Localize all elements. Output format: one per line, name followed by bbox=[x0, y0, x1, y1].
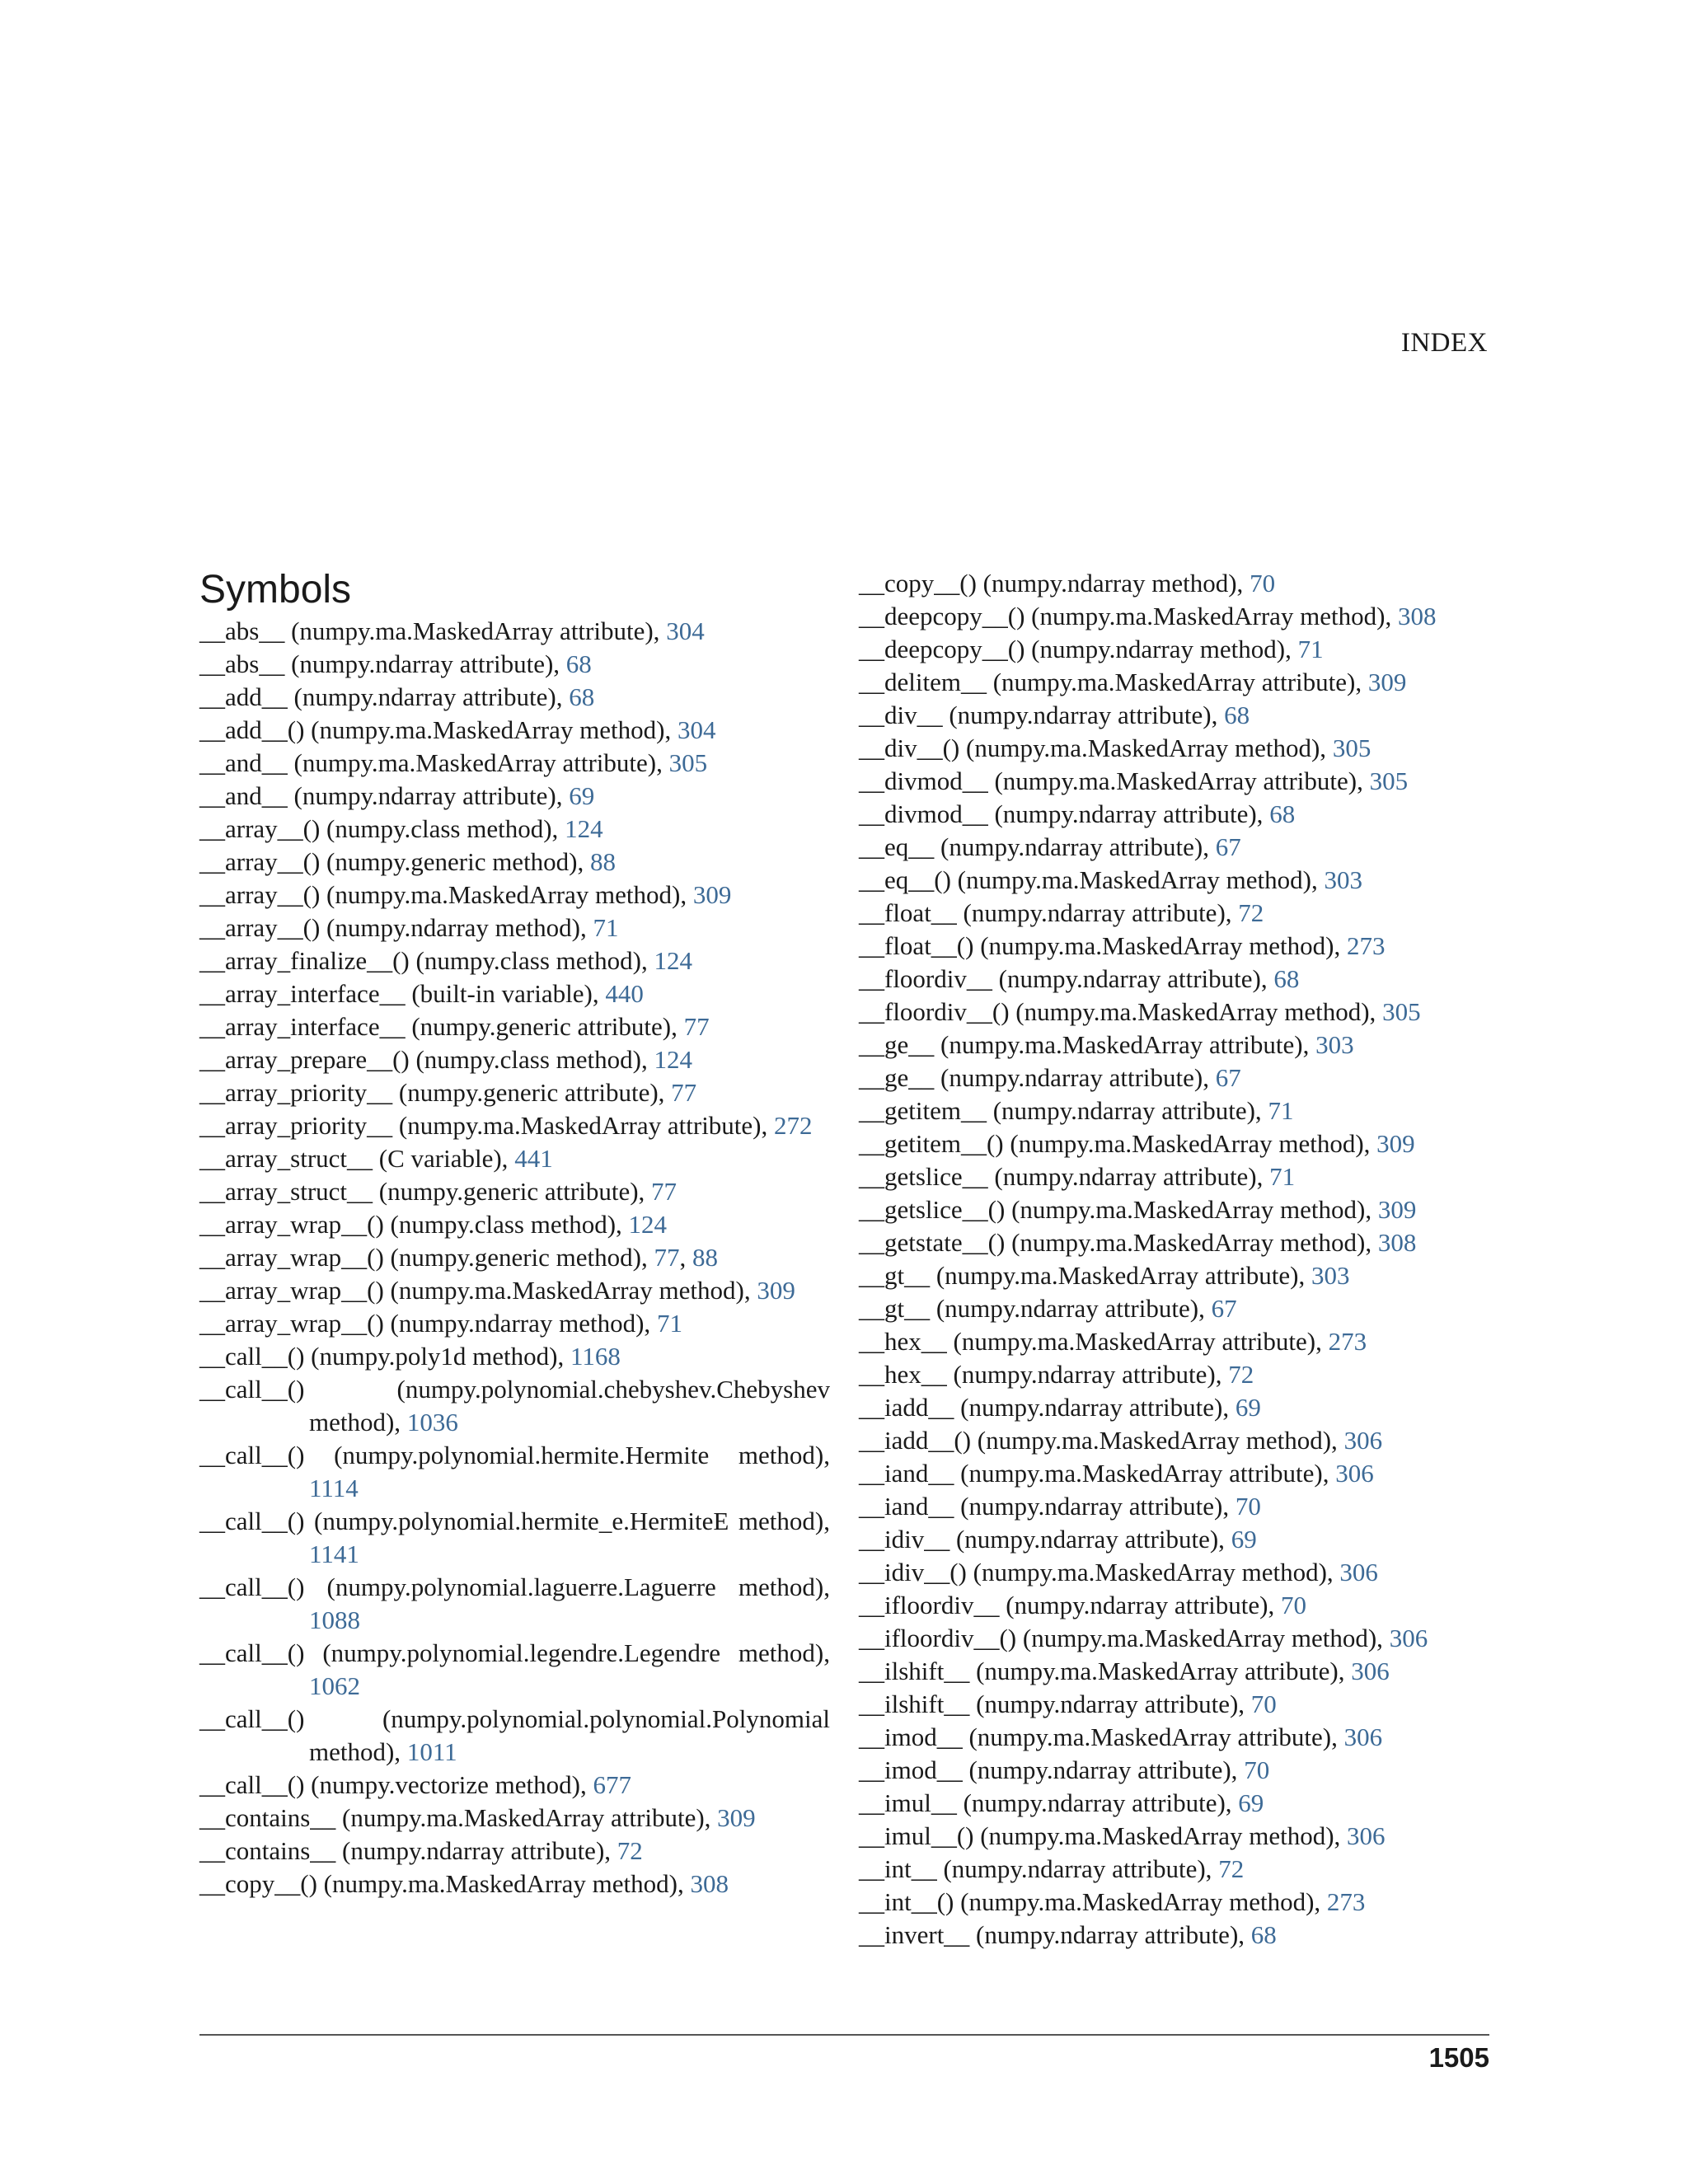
index-entry bbox=[199, 1274, 830, 1307]
index-entry bbox=[199, 977, 830, 1010]
page-reference-link[interactable]: 67 bbox=[1215, 832, 1241, 861]
index-entry bbox=[199, 846, 830, 879]
index-entry bbox=[199, 912, 830, 944]
index-entry bbox=[859, 1655, 1489, 1688]
page-reference-link[interactable]: 70 bbox=[1235, 1492, 1261, 1521]
index-term: __ifloordiv__ (numpy.ndarray attribute), bbox=[859, 1591, 1281, 1619]
page-reference-link[interactable]: 441 bbox=[514, 1144, 553, 1173]
page-reference-link[interactable]: 305 bbox=[668, 748, 708, 777]
page-reference-link[interactable]: 273 bbox=[1347, 931, 1386, 960]
page-reference-link[interactable]: 273 bbox=[1328, 1327, 1367, 1356]
page-reference-link[interactable]: 67 bbox=[1215, 1063, 1241, 1092]
index-entry bbox=[199, 1076, 830, 1109]
index-entry bbox=[859, 864, 1489, 897]
page-reference-link[interactable]: 69 bbox=[1238, 1788, 1264, 1817]
page-reference-link[interactable]: 677 bbox=[593, 1770, 631, 1799]
page-reference-link[interactable]: 124 bbox=[654, 1045, 692, 1074]
index-term: __and__ (numpy.ndarray attribute), bbox=[199, 781, 570, 810]
page-reference-link[interactable]: 70 bbox=[1280, 1591, 1306, 1619]
index-term: __float__() (numpy.ma.MaskedArray method), bbox=[859, 931, 1347, 960]
index-entry bbox=[859, 1556, 1489, 1589]
page-reference-link[interactable]: 309 bbox=[692, 880, 732, 909]
page-reference-link[interactable]: 304 bbox=[677, 715, 716, 744]
page-reference-link[interactable]: 309 bbox=[757, 1276, 795, 1305]
index-term: __hex__ (numpy.ma.MaskedArray attribute), bbox=[859, 1327, 1329, 1356]
index-entry bbox=[859, 1853, 1489, 1886]
page-reference-link[interactable]: 306 bbox=[1347, 1821, 1386, 1850]
index-term: __div__() (numpy.ma.MaskedArray method), bbox=[859, 733, 1333, 762]
index-entry bbox=[859, 567, 1489, 600]
page-reference-link[interactable]: 306 bbox=[1351, 1657, 1390, 1685]
index-term: __array_struct__ (C variable), bbox=[199, 1144, 515, 1173]
index-entry bbox=[199, 1109, 830, 1142]
index-entry bbox=[859, 1226, 1489, 1259]
index-term: __add__() (numpy.ma.MaskedArray method), bbox=[199, 715, 678, 744]
index-entry bbox=[859, 1490, 1489, 1523]
index-entry bbox=[859, 1787, 1489, 1820]
index-entry bbox=[199, 1010, 830, 1043]
index-entry bbox=[859, 600, 1489, 633]
index-term: __abs__ (numpy.ma.MaskedArray attribute), bbox=[199, 616, 667, 645]
page-reference-link[interactable]: 1036 bbox=[406, 1408, 458, 1436]
page-reference-link[interactable]: 1141 bbox=[309, 1540, 359, 1568]
index-entry bbox=[859, 1259, 1489, 1292]
running-header: INDEX bbox=[1400, 328, 1488, 358]
index-entry bbox=[859, 1391, 1489, 1424]
index-term: __int__ (numpy.ndarray attribute), bbox=[859, 1854, 1219, 1883]
index-term: __invert__ (numpy.ndarray attribute), bbox=[859, 1920, 1251, 1949]
page-reference-link[interactable]: 308 bbox=[1397, 602, 1437, 630]
index-term: __add__ (numpy.ndarray attribute), bbox=[199, 682, 570, 711]
page-reference-link[interactable]: 440 bbox=[605, 979, 644, 1008]
index-entry bbox=[199, 813, 830, 846]
index-entry bbox=[859, 1062, 1489, 1094]
index-term: __ge__ (numpy.ndarray attribute), bbox=[859, 1063, 1216, 1092]
index-entry bbox=[859, 1029, 1489, 1062]
index-entry bbox=[859, 1292, 1489, 1325]
index-entry bbox=[859, 1622, 1489, 1655]
index-entry bbox=[199, 1703, 830, 1769]
index-term: __call__() (numpy.polynomial.hermite_e.HermiteE method), bbox=[199, 1507, 830, 1535]
index-entry-list-right bbox=[859, 567, 1489, 1952]
index-term: __deepcopy__() (numpy.ndarray method), bbox=[859, 635, 1298, 663]
page-reference-link[interactable]: 77 bbox=[651, 1177, 678, 1206]
index-term: __div__ (numpy.ndarray attribute), bbox=[859, 701, 1225, 729]
index-entry bbox=[859, 1919, 1489, 1952]
page-reference-link[interactable]: 303 bbox=[1311, 1261, 1350, 1290]
index-entry bbox=[859, 1424, 1489, 1457]
index-entry bbox=[859, 633, 1489, 666]
page-reference-link[interactable]: 77 bbox=[654, 1243, 680, 1272]
page-reference-link[interactable]: 72 bbox=[1228, 1360, 1254, 1389]
index-entry bbox=[199, 714, 830, 747]
index-entry bbox=[199, 1571, 830, 1637]
index-entry bbox=[199, 944, 830, 977]
index-term: __getslice__ (numpy.ndarray attribute), bbox=[859, 1162, 1270, 1191]
page-reference-link[interactable]: 306 bbox=[1389, 1624, 1428, 1652]
index-entry bbox=[199, 1307, 830, 1340]
index-term: __gt__ (numpy.ndarray attribute), bbox=[859, 1294, 1212, 1323]
page-reference-link[interactable]: 77 bbox=[671, 1078, 697, 1107]
page-reference-link[interactable]: 71 bbox=[1269, 1162, 1296, 1191]
index-term: __ilshift__ (numpy.ndarray attribute), bbox=[859, 1690, 1251, 1718]
index-entry bbox=[859, 732, 1489, 765]
page-reference-link[interactable]: 77 bbox=[683, 1012, 710, 1041]
page-reference-link[interactable]: 67 bbox=[1211, 1294, 1237, 1323]
page-reference-link[interactable]: 309 bbox=[717, 1803, 756, 1832]
index-entry bbox=[859, 1754, 1489, 1787]
index-term: __call__() (numpy.vectorize method), bbox=[199, 1770, 593, 1799]
page-reference-link[interactable]: 69 bbox=[1235, 1393, 1261, 1422]
page-reference-link[interactable]: 308 bbox=[1377, 1228, 1417, 1257]
page-reference-link[interactable]: 70 bbox=[1244, 1755, 1270, 1784]
index-term: __gt__ (numpy.ma.MaskedArray attribute), bbox=[859, 1261, 1311, 1290]
page-reference-link[interactable]: 71 bbox=[1297, 635, 1324, 663]
page-reference-link[interactable]: 306 bbox=[1339, 1558, 1378, 1586]
index-entry bbox=[199, 681, 830, 714]
index-entry bbox=[199, 1142, 830, 1175]
page-reference-link[interactable]: 305 bbox=[1332, 733, 1372, 762]
page-reference-link[interactable]: 69 bbox=[569, 781, 595, 810]
index-term: __ge__ (numpy.ma.MaskedArray attribute), bbox=[859, 1030, 1316, 1059]
page-number: 1505 bbox=[1428, 2042, 1489, 2073]
index-term: __array_priority__ (numpy.ma.MaskedArray attribute), bbox=[199, 1111, 775, 1140]
index-term: __call__() (numpy.polynomial.chebyshev.Chebyshev method), bbox=[199, 1375, 830, 1436]
index-term: __contains__ (numpy.ndarray attribute), bbox=[199, 1836, 617, 1865]
index-term: __float__ (numpy.ndarray attribute), bbox=[859, 898, 1239, 927]
index-term: __hex__ (numpy.ndarray attribute), bbox=[859, 1360, 1229, 1389]
page-reference-link[interactable]: 305 bbox=[1369, 766, 1409, 795]
index-entry bbox=[859, 963, 1489, 996]
page-reference-link[interactable]: 70 bbox=[1250, 569, 1276, 598]
index-entry bbox=[199, 1637, 830, 1703]
index-term: __getitem__() (numpy.ma.MaskedArray method), bbox=[859, 1129, 1377, 1158]
page-reference-link[interactable]: 72 bbox=[617, 1836, 643, 1865]
index-term: __array_finalize__() (numpy.class method), bbox=[199, 946, 654, 975]
index-term: __imod__ (numpy.ndarray attribute), bbox=[859, 1755, 1245, 1784]
index-entry bbox=[199, 615, 830, 648]
index-entry bbox=[859, 1886, 1489, 1919]
index-entry bbox=[859, 1160, 1489, 1193]
index-term: __abs__ (numpy.ndarray attribute), bbox=[199, 649, 566, 678]
index-term: __array_priority__ (numpy.generic attribute), bbox=[199, 1078, 672, 1107]
page-reference-link[interactable]: 68 bbox=[1224, 701, 1250, 729]
index-term: __call__() (numpy.poly1d method), bbox=[199, 1342, 570, 1371]
index-entry bbox=[199, 1373, 830, 1439]
index-term: __delitem__ (numpy.ma.MaskedArray attribute), bbox=[859, 668, 1368, 696]
index-entry bbox=[199, 1802, 830, 1835]
index-entry bbox=[859, 831, 1489, 864]
index-term: __array__() (numpy.class method), bbox=[199, 814, 565, 843]
index-entry bbox=[199, 1439, 830, 1505]
index-term: __copy__() (numpy.ma.MaskedArray method), bbox=[199, 1869, 691, 1898]
page-reference-link[interactable]: 304 bbox=[666, 616, 705, 645]
index-term: __copy__() (numpy.ndarray method), bbox=[859, 569, 1250, 598]
index-term: __deepcopy__() (numpy.ma.MaskedArray method), bbox=[859, 602, 1398, 630]
index-term: __iand__ (numpy.ma.MaskedArray attribute), bbox=[859, 1459, 1336, 1488]
index-term: __ilshift__ (numpy.ma.MaskedArray attribute), bbox=[859, 1657, 1352, 1685]
index-entry bbox=[859, 1358, 1489, 1391]
index-term: __call__() (numpy.polynomial.legendre.Legendre method), bbox=[199, 1638, 830, 1667]
page-reference-link[interactable]: 306 bbox=[1335, 1459, 1374, 1488]
index-term: __array__() (numpy.ma.MaskedArray method), bbox=[199, 880, 693, 909]
page-reference-link[interactable]: 71 bbox=[1268, 1096, 1294, 1125]
index-entry bbox=[199, 1835, 830, 1868]
page-reference-link[interactable]: 68 bbox=[1269, 799, 1296, 828]
index-entry bbox=[859, 666, 1489, 699]
index-term: __array__() (numpy.ndarray method), bbox=[199, 913, 593, 942]
index-entry bbox=[859, 1721, 1489, 1754]
index-entry bbox=[859, 1589, 1489, 1622]
index-entry bbox=[199, 747, 830, 780]
index-entry bbox=[859, 930, 1489, 963]
index-entry-list-left bbox=[199, 615, 830, 1900]
index-term: __array_struct__ (numpy.generic attribute), bbox=[199, 1177, 652, 1206]
page-reference-link[interactable]: 1088 bbox=[309, 1605, 360, 1634]
index-column-right bbox=[859, 567, 1489, 1952]
index-term: __divmod__ (numpy.ma.MaskedArray attribute), bbox=[859, 766, 1370, 795]
index-entry bbox=[859, 699, 1489, 732]
index-entry bbox=[859, 798, 1489, 831]
index-entry bbox=[859, 1688, 1489, 1721]
page-reference-link[interactable]: 68 bbox=[1273, 964, 1300, 993]
index-term: __array_interface__ (built-in variable), bbox=[199, 979, 606, 1008]
page-reference-link[interactable]: 68 bbox=[1250, 1920, 1277, 1949]
page-reference-link[interactable]: 72 bbox=[1218, 1854, 1245, 1883]
page-reference-link[interactable]: 71 bbox=[656, 1309, 682, 1338]
index-term: __divmod__ (numpy.ndarray attribute), bbox=[859, 799, 1270, 828]
page-reference-link[interactable]: 1062 bbox=[309, 1671, 360, 1700]
page-reference-link[interactable]: 1011 bbox=[406, 1737, 457, 1766]
index-column-left bbox=[199, 567, 830, 1900]
index-entry bbox=[199, 1241, 830, 1274]
page-reference-link[interactable]: 69 bbox=[1231, 1525, 1257, 1554]
page-reference-link[interactable]: 88 bbox=[692, 1243, 718, 1272]
page-reference-link[interactable]: 272 bbox=[774, 1111, 813, 1140]
index-term: __array_prepare__() (numpy.class method), bbox=[199, 1045, 654, 1074]
index-term: __array_wrap__() (numpy.ma.MaskedArray method), bbox=[199, 1276, 757, 1305]
index-term: __array__() (numpy.generic method), bbox=[199, 847, 591, 876]
page-reference-link[interactable]: 308 bbox=[690, 1869, 729, 1898]
index-term: __int__() (numpy.ma.MaskedArray method), bbox=[859, 1887, 1327, 1916]
index-entry bbox=[859, 1193, 1489, 1226]
index-entry bbox=[199, 879, 830, 912]
page-reference-link[interactable]: 309 bbox=[1376, 1129, 1415, 1158]
index-term: __floordiv__() (numpy.ma.MaskedArray method), bbox=[859, 997, 1383, 1026]
page-separator: , bbox=[679, 1243, 692, 1272]
index-entry bbox=[859, 1523, 1489, 1556]
page-reference-link[interactable]: 88 bbox=[590, 847, 617, 876]
index-term: __ifloordiv__() (numpy.ma.MaskedArray method), bbox=[859, 1624, 1390, 1652]
index-term: __getstate__() (numpy.ma.MaskedArray method), bbox=[859, 1228, 1378, 1257]
page-reference-link[interactable]: 306 bbox=[1343, 1722, 1383, 1751]
index-term: __array_interface__ (numpy.generic attribute), bbox=[199, 1012, 684, 1041]
index-entry bbox=[859, 1457, 1489, 1490]
section-heading: Symbols bbox=[199, 568, 352, 612]
index-term: __call__() (numpy.polynomial.laguerre.Laguerre method), bbox=[199, 1572, 830, 1601]
page-reference-link[interactable]: 1114 bbox=[309, 1474, 359, 1502]
index-term: __getslice__() (numpy.ma.MaskedArray method), bbox=[859, 1195, 1378, 1224]
index-term: __array_wrap__() (numpy.generic method), bbox=[199, 1243, 654, 1272]
index-entry bbox=[199, 648, 830, 681]
index-entry bbox=[859, 1094, 1489, 1127]
index-term: __iadd__() (numpy.ma.MaskedArray method), bbox=[859, 1426, 1344, 1455]
index-entry bbox=[199, 1505, 830, 1571]
index-term: __array_wrap__() (numpy.ndarray method), bbox=[199, 1309, 657, 1338]
index-term: __imod__ (numpy.ma.MaskedArray attribute), bbox=[859, 1722, 1344, 1751]
index-term: __idiv__ (numpy.ndarray attribute), bbox=[859, 1525, 1231, 1554]
index-term: __contains__ (numpy.ma.MaskedArray attribute), bbox=[199, 1803, 718, 1832]
index-term: __iadd__ (numpy.ndarray attribute), bbox=[859, 1393, 1236, 1422]
page-reference-link[interactable]: 68 bbox=[569, 682, 595, 711]
index-term: __call__() (numpy.polynomial.hermite.Hermite method), bbox=[199, 1441, 830, 1469]
index-term: __imul__ (numpy.ndarray attribute), bbox=[859, 1788, 1239, 1817]
page-reference-link[interactable]: 305 bbox=[1382, 997, 1421, 1026]
page-reference-link[interactable]: 124 bbox=[628, 1210, 668, 1239]
index-entry bbox=[199, 1043, 830, 1076]
page-reference-link[interactable]: 303 bbox=[1324, 865, 1362, 894]
index-term: __getitem__ (numpy.ndarray attribute), bbox=[859, 1096, 1268, 1125]
page-reference-link[interactable]: 70 bbox=[1250, 1690, 1277, 1718]
index-entry bbox=[859, 1820, 1489, 1853]
page-reference-link[interactable]: 124 bbox=[565, 814, 603, 843]
index-entry bbox=[199, 1208, 830, 1241]
index-term: __floordiv__ (numpy.ndarray attribute), bbox=[859, 964, 1274, 993]
page-reference-link[interactable]: 309 bbox=[1377, 1195, 1417, 1224]
index-entry bbox=[859, 996, 1489, 1029]
index-entry bbox=[859, 897, 1489, 930]
index-entry bbox=[199, 780, 830, 813]
index-term: __and__ (numpy.ma.MaskedArray attribute), bbox=[199, 748, 669, 777]
page-reference-link[interactable]: 72 bbox=[1238, 898, 1264, 927]
page-reference-link[interactable]: 124 bbox=[654, 946, 692, 975]
page-reference-link[interactable]: 1168 bbox=[570, 1342, 621, 1371]
index-entry bbox=[859, 1127, 1489, 1160]
index-entry bbox=[199, 1769, 830, 1802]
page-reference-link[interactable]: 303 bbox=[1315, 1030, 1354, 1059]
index-term: __eq__() (numpy.ma.MaskedArray method), bbox=[859, 865, 1325, 894]
page-reference-link[interactable]: 306 bbox=[1343, 1426, 1383, 1455]
index-term: __idiv__() (numpy.ma.MaskedArray method), bbox=[859, 1558, 1340, 1586]
index-term: __iand__ (numpy.ndarray attribute), bbox=[859, 1492, 1236, 1521]
index-entry bbox=[199, 1340, 830, 1373]
page-reference-link[interactable]: 273 bbox=[1326, 1887, 1366, 1916]
index-term: __call__() (numpy.polynomial.polynomial.Polynomial method), bbox=[199, 1704, 830, 1766]
page-reference-link[interactable]: 71 bbox=[593, 913, 619, 942]
index-entry bbox=[199, 1175, 830, 1208]
index-term: __eq__ (numpy.ndarray attribute), bbox=[859, 832, 1216, 861]
index-entry bbox=[859, 1325, 1489, 1358]
index-term: __imul__() (numpy.ma.MaskedArray method), bbox=[859, 1821, 1348, 1850]
index-entry bbox=[199, 1868, 830, 1900]
index-entry bbox=[859, 765, 1489, 798]
index-term: __array_wrap__() (numpy.class method), bbox=[199, 1210, 629, 1239]
page-reference-link[interactable]: 68 bbox=[565, 649, 592, 678]
page-reference-link[interactable]: 309 bbox=[1367, 668, 1407, 696]
footer-rule bbox=[199, 2034, 1489, 2036]
